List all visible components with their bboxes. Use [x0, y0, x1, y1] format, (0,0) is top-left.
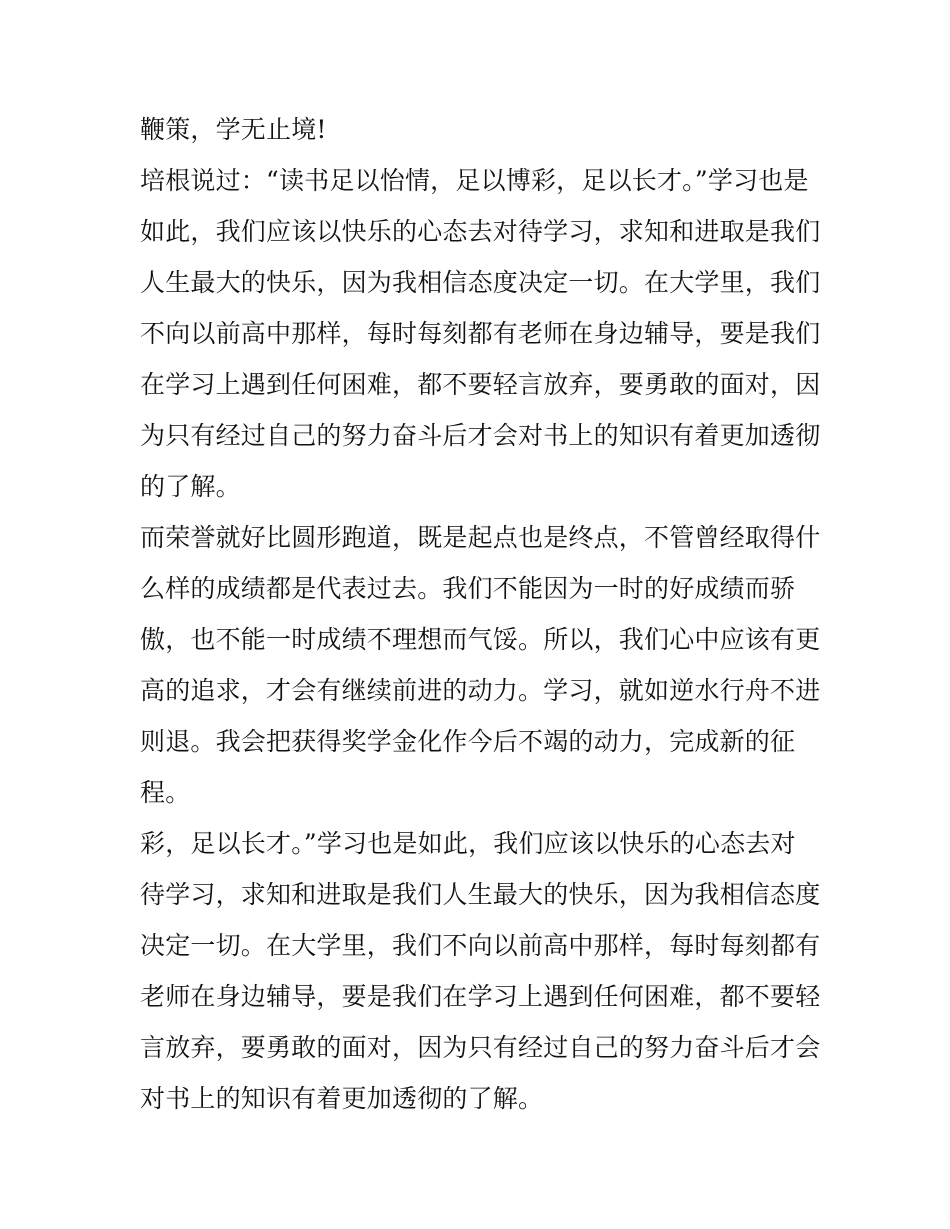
text-line: 对书上的知识有着更加透彻的了解。 — [140, 1084, 544, 1113]
text-line: 为只有经过自己的努力奋斗后才会对书上的知识有着更加透彻 — [140, 421, 821, 450]
text-line: 的了解。 — [140, 472, 241, 501]
text-line: 决定一切。在大学里，我们不向以前高中那样，每时每刻都有 — [140, 931, 821, 960]
text-line: 人生最大的快乐，因为我相信态度决定一切。在大学里，我们 — [140, 268, 821, 297]
text-line: 言放弃，要勇敢的面对，因为只有经过自己的努力奋斗后才会 — [140, 1033, 821, 1062]
text-line: 彩，足以长才。”学习也是如此，我们应该以快乐的心态去对 — [140, 829, 796, 858]
text-line: 在学习上遇到任何困难，都不要轻言放弃，要勇敢的面对，因 — [140, 370, 821, 399]
text-line: 老师在身边辅导，要是我们在学习上遇到任何困难，都不要轻 — [140, 982, 821, 1011]
text-line: 培根说过：“读书足以怡情，足以博彩，足以长才。”学习也是 — [140, 166, 809, 195]
text-line: 不向以前高中那样，每时每刻都有老师在身边辅导，要是我们 — [140, 319, 821, 348]
text-line: 则退。我会把获得奖学金化作今后不竭的动力，完成新的征 — [140, 727, 796, 756]
text-line: 程。 — [140, 778, 191, 807]
text-line: 待学习，求知和进取是我们人生最大的快乐，因为我相信态度 — [140, 880, 821, 909]
text-line: 高的追求，才会有继续前进的动力。学习，就如逆水行舟不进 — [140, 676, 821, 705]
text-line: 鞭策，学无止境! — [140, 115, 327, 144]
text-line: 么样的成绩都是代表过去。我们不能因为一时的好成绩而骄 — [140, 574, 796, 603]
text-line: 如此，我们应该以快乐的心态去对待学习，求知和进取是我们 — [140, 217, 821, 246]
text-line: 而荣誉就好比圆形跑道，既是起点也是终点，不管曾经取得什 — [140, 523, 821, 552]
text-line: 傲，也不能一时成绩不理想而气馁。所以，我们心中应该有更 — [140, 625, 821, 654]
body-text — [140, 104, 820, 1124]
